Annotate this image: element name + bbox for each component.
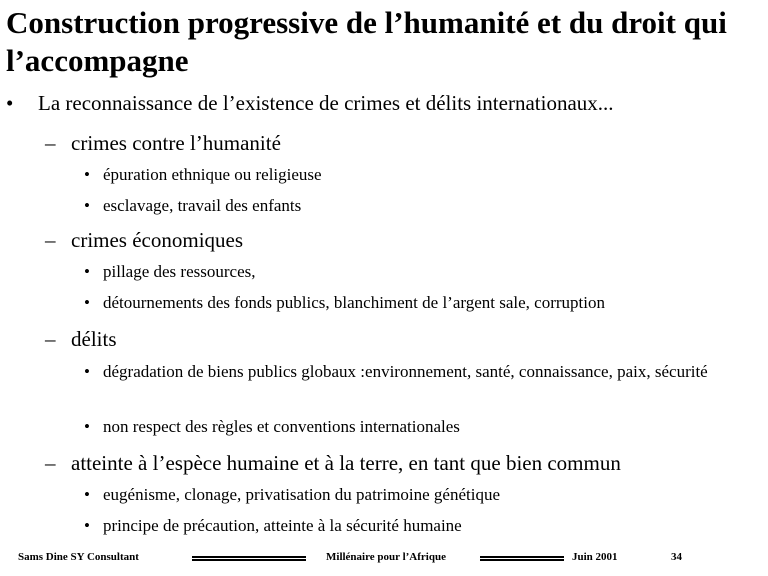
dash-marker: – (45, 228, 56, 252)
footer-page-number: 34 (671, 551, 682, 563)
footer-center: Millénaire pour l’Afrique (326, 551, 446, 563)
dash-marker: – (45, 131, 56, 155)
subheading-text: délits (71, 327, 117, 351)
bullet-marker: • (84, 165, 90, 184)
list-item-text: principe de précaution, atteinte à la sécurité humaine (103, 516, 462, 535)
list-item-text: épuration ethnique ou religieuse (103, 165, 322, 184)
bullet-marker: • (84, 362, 90, 381)
slide-footer (0, 548, 768, 568)
bullet-marker: • (84, 262, 90, 281)
dash-marker: – (45, 451, 56, 475)
bullet-marker: • (84, 196, 90, 215)
bullet-marker: • (84, 516, 90, 535)
list-item-text: dégradation de biens publics globaux :environnement, santé, connaissance, paix, sécurité (103, 362, 708, 381)
footer-author: Sams Dine SY Consultant (18, 551, 139, 563)
list-item-text: détournements des fonds publics, blanchiment de l’argent sale, corruption (103, 293, 605, 312)
subheading-text: crimes économiques (71, 228, 244, 252)
bullet-marker: • (6, 91, 14, 115)
footer-rule-right (480, 556, 564, 561)
subheading-text: crimes contre l’humanité (71, 131, 281, 155)
bullet-marker: • (84, 417, 90, 436)
list-item-text: eugénisme, clonage, privatisation du patrimoine génétique (103, 485, 501, 504)
slide-title: Construction progressive de l’humanité et du droit qui l’accompagne (6, 5, 727, 78)
bullet-marker: • (84, 293, 90, 312)
subheading-text: atteinte à l’espèce humaine et à la terre, en tant que bien commun (71, 451, 621, 475)
bullet-main-text: La reconnaissance de l’existence de crimes et délits internationaux... (38, 91, 614, 115)
list-item-text: non respect des règles et conventions internationales (103, 417, 460, 436)
list-item-text: pillage des ressources, (103, 262, 256, 281)
footer-date: Juin 2001 (572, 551, 618, 563)
footer-rule-left (192, 556, 306, 561)
dash-marker: – (45, 327, 56, 351)
bullet-marker: • (84, 485, 90, 504)
list-item-text: esclavage, travail des enfants (103, 196, 302, 215)
